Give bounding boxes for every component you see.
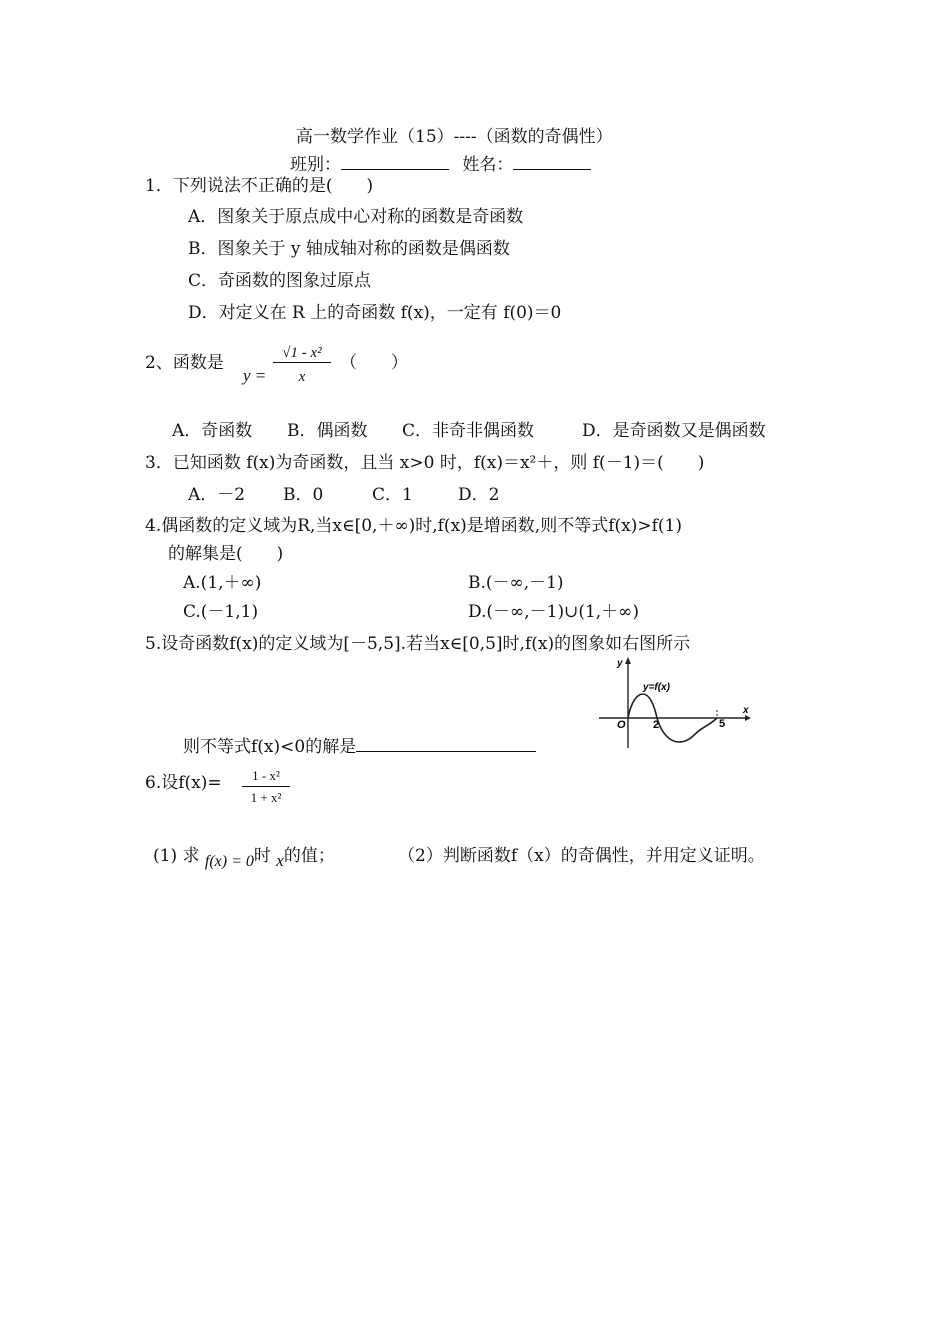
q6-stem: 6.设f(x)= [145,773,222,793]
fraction-bar [273,362,331,363]
y-axis-arrow-icon [625,657,631,664]
tick-label-5: 5 [719,718,726,730]
q1-option-b: B．图象关于 y 轴成轴对称的函数是偶函数 [188,239,510,259]
page-title: 高一数学作业（15）----（函数的奇偶性） [296,127,613,147]
q1-option-d: D．对定义在 R 上的奇函数 f(x)，一定有 f(0)＝0 [188,303,562,323]
q5-function-graph [595,652,755,752]
q5-ask-line [183,735,536,757]
q6-part1-mid: 时 [253,846,271,866]
tick-label-2: 2 [653,719,660,731]
origin-label: O [617,719,626,731]
name-label: 姓名： [462,155,514,175]
q2-paren: （ ） [340,353,408,373]
q3-option-d: D．2 [458,485,500,505]
q6-part1-var: x [276,851,284,870]
curve-label: y=f(x) [643,682,670,693]
q4-stem-line1: 4.偶函数的定义域为R,当x∈[0,＋∞)时,f(x)是增函数,则不等式f(x)>f(1) [145,516,682,536]
q3-option-b: B．0 [283,485,324,505]
q1-option-a: A．图象关于原点成中心对称的函数是奇函数 [188,207,524,227]
q4-option-b: B.(－∞,－1) [468,573,564,593]
q6-part1-suffix: 的值； [283,846,335,866]
q4-stem-line2: 的解集是( ) [168,544,284,564]
q2-denominator: x [298,369,306,385]
class-label: 班别： [290,155,341,175]
q4-option-c: C.(－1,1) [183,602,259,622]
q3-stem: 3．已知函数 f(x)为奇函数，且当 x>0 时，f(x)＝x²＋，则 f(－1)＝( ) [145,453,705,473]
name-blank[interactable] [513,153,591,170]
fraction-bar [242,786,290,787]
q5-ask: 则不等式f(x)<0的解是 [183,737,357,757]
q6-part1 [153,846,335,870]
q4-option-d: D.(－∞,－1)∪(1,＋∞) [468,602,639,622]
q2-stem: 2、函数是 [145,353,224,373]
q4-option-a: A.(1,＋∞) [183,573,262,593]
class-blank[interactable] [341,153,449,170]
q2-option-b: B．偶函数 [287,421,368,441]
q6-fraction [242,768,290,806]
q5-answer-blank[interactable] [356,735,536,752]
q6-numerator: 1 - x² [252,768,280,783]
q2-option-a: A．奇函数 [172,421,253,441]
q2-option-c: C．非奇非偶函数 [402,421,535,441]
q5-stem: 5.设奇函数f(x)的定义域为[－5,5].若当x∈[0,5]时,f(x)的图象如右图所示 [145,634,691,654]
q1-stem: 1．下列说法不正确的是( ) [145,176,374,196]
q6-part1-expr: f(x) = 0 [204,853,254,870]
q6-part2: （2）判断函数f（x）的奇偶性，并用定义证明。 [398,846,765,866]
q6-denominator: 1 + x² [250,790,282,805]
q2-fraction [273,345,331,386]
class-name-line [290,153,591,175]
q2-formula-y: y = [243,366,267,385]
q3-option-a: A．－2 [188,485,246,505]
q1-option-c: C．奇函数的图象过原点 [188,271,372,291]
q6-part1-prefix: (1) 求 [153,846,200,866]
x-axis-label: x [743,705,749,716]
y-axis-label: y [617,658,623,669]
q3-option-c: C．1 [372,485,413,505]
q2-option-d: D．是奇函数又是偶函数 [582,421,766,441]
q2-numerator: √1 - x² [282,345,322,361]
